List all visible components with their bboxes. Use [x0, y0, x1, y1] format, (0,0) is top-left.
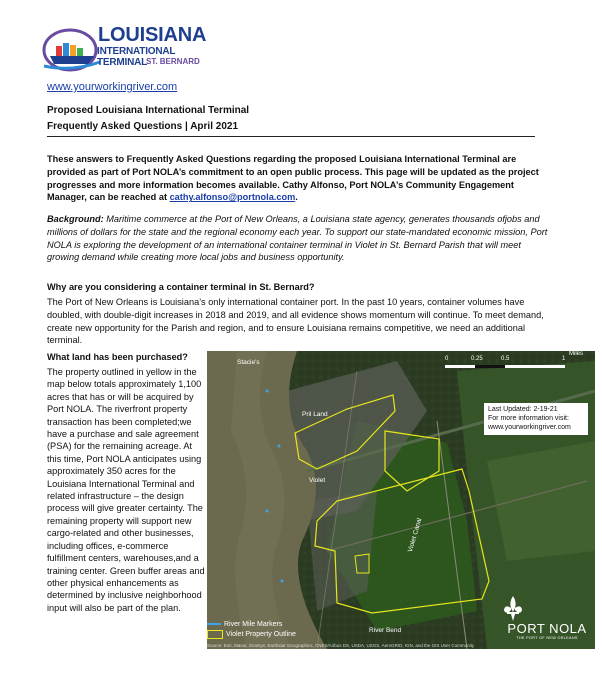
- background-text: Maritime commerce at the Port of New Orleans, a Louisiana state agency, generates thousands ofjobs and millions of dollars for the state and the regional economy each year. To support our state-mandated economic mission, Port NOLA is exploring the development of an international container terminal in Violet in St. Bernard Parish that will meet growing demand while creating more local jobs and business opportunity.: [47, 214, 548, 263]
- website-link[interactable]: www.yourworkingriver.com: [47, 81, 178, 93]
- place-label-violet-canal: Violet Canal: [407, 517, 424, 553]
- faq-answer-land: The property outlined in yellow in the map below totals approximately 1,100 acres that has or will be acquired by Port NOLA. The riverfront property transaction has been completed;we have a purchase and sale agreement (PSA) for the remaining acreage. At this time, Port NOLA anticipates using approximately 350 acres for the Louisiana International Terminal and related infrastructure – the design process will give greater certainty. The remaining property will support new cargo-related and other businesses, including offices, e-commerce fulfillment centers, warehouses,and a training center. Green buffer areas and other physical enhancements as determined by inclusive neighborhood input will also be part of the plan.: [47, 367, 205, 613]
- logo-subtitle: INTERNATIONAL TERMINAL: [97, 46, 176, 68]
- scale-label-1: 1: [562, 356, 566, 362]
- background-label: Background:: [47, 214, 104, 224]
- place-label-stacies: Stacie's: [237, 359, 260, 366]
- map-info-box: [484, 403, 588, 435]
- legend-property-outline: [207, 629, 296, 639]
- scale-bar: [445, 351, 589, 370]
- document-title: Proposed Louisiana International Terminal: [47, 105, 250, 116]
- logo-location: ST. BERNARD: [146, 57, 200, 66]
- scale-unit: Miles: [569, 351, 584, 357]
- divider: [47, 136, 535, 137]
- logo: [42, 22, 212, 78]
- scale-bar-graphic: [445, 356, 589, 370]
- property-outline-swatch: [207, 630, 223, 639]
- scale-label-025: 0.25: [471, 356, 483, 362]
- property-map: [207, 351, 595, 649]
- river-marker-swatch: [207, 621, 221, 628]
- intro-paragraph: [47, 153, 547, 204]
- port-nola-logo: [503, 596, 591, 646]
- map-url: www.yourworkingriver.com: [488, 423, 571, 431]
- scale-label-0: 0: [445, 356, 449, 362]
- legend-property-label: Violet Property Outline: [226, 630, 296, 638]
- place-label-pril-land: Pril Land: [302, 411, 328, 418]
- fleur-de-lis-icon: [503, 596, 523, 622]
- map-credit: Source: Esri, Maxar, GeoEye, Earthstar Geographics, CNES/Airbus DS, USDA, USGS, AeroGRID, IGN, and the GIS User Community: [207, 643, 475, 648]
- intro-end: .: [295, 192, 298, 203]
- port-nola-tagline: THE PORT OF NEW ORLEANS: [516, 636, 578, 640]
- intro-text: These answers to Frequently Asked Questions regarding the proposed Louisiana International Terminal are provided as part of Port NOLA’s commitment to an open public process. This page will be updated as the project progresses and more information becomes available. Cathy Alfonso, Port NOLA’s Community Engagement Manager, can be reached at: [47, 154, 539, 203]
- map-legend: [207, 619, 296, 639]
- faq-question-why: Why are you considering a container terminal in St. Bernard?: [47, 282, 315, 292]
- port-nola-name: PORT NOLA: [507, 621, 587, 636]
- document-subtitle: Frequently Asked Questions | April 2021: [47, 121, 239, 132]
- ship-logo-icon: [42, 26, 102, 74]
- faq-question-land: What land has been purchased?: [47, 352, 188, 362]
- legend-river-markers: [207, 619, 296, 629]
- scale-label-05: 0.5: [501, 356, 510, 362]
- place-label-violet: Violet: [309, 477, 326, 484]
- faq-answer-why: The Port of New Orleans is Louisiana’s only international container port. In the past 10 years, container volumes have doubled, with double-digit increases in 2018 and 2019, and all evidence shows momentum will continue. To meet demand, create new opportunity for the Parish and region, and to ensure Louisiana remains competitive, we need an additional terminal.: [47, 297, 544, 346]
- email-link[interactable]: cathy.alfonso@portnola.com: [169, 192, 296, 203]
- map-more-info: For more information visit:: [488, 414, 569, 422]
- place-label-river-bend: River Bend: [369, 627, 402, 634]
- map-updated: Last Updated: 2-19-21: [488, 406, 558, 413]
- logo-title: LOUISIANA: [98, 24, 207, 46]
- background-paragraph: [47, 213, 555, 264]
- legend-river-label: River Mile Markers: [224, 620, 283, 628]
